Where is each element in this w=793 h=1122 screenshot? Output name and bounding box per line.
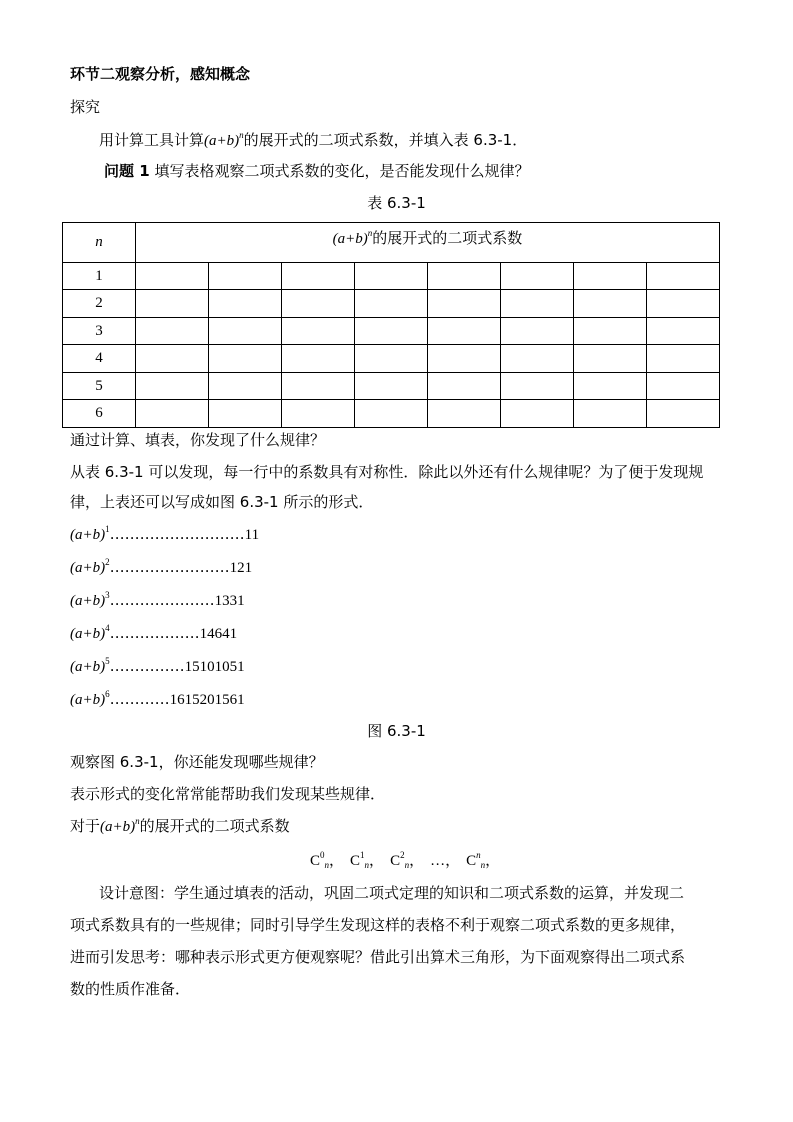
binom-term: $C^n_n$， <box>466 850 501 870</box>
table-cell[interactable] <box>209 372 282 400</box>
table-row <box>63 317 720 345</box>
table-cell[interactable] <box>428 262 501 290</box>
section-title: 环节二观察分析，感知概念 <box>70 65 251 83</box>
table-cell[interactable] <box>501 317 574 345</box>
after-table-question: 通过计算、填表，你发现了什么规律？ <box>70 431 326 449</box>
table-cell[interactable] <box>355 262 428 290</box>
table-cell[interactable] <box>209 262 282 290</box>
table-cell[interactable] <box>282 345 355 373</box>
table-cell[interactable] <box>647 290 720 318</box>
binom-ellipsis: …， <box>430 853 461 869</box>
table-cell[interactable] <box>282 372 355 400</box>
table-cell[interactable] <box>501 345 574 373</box>
table-cell[interactable] <box>282 290 355 318</box>
observe-line: 观察图 6.3-1，你还能发现哪些规律？ <box>70 753 324 771</box>
table-cell[interactable] <box>282 317 355 345</box>
table-header-row <box>63 223 720 263</box>
table-cell[interactable] <box>574 262 647 290</box>
binom-term: $C^1_n$， <box>350 850 385 870</box>
table-cell[interactable] <box>428 372 501 400</box>
binom-term: $C^0_n$， <box>310 850 345 870</box>
intro-exp: n <box>239 130 244 140</box>
table-cell[interactable] <box>355 345 428 373</box>
row-label: 3 <box>63 317 136 345</box>
table-cell[interactable] <box>574 372 647 400</box>
form-line: 表示形式的变化常常能帮助我们发现某些规律． <box>70 785 386 803</box>
table-cell[interactable] <box>282 400 355 428</box>
table-cell[interactable] <box>355 290 428 318</box>
table-cell[interactable] <box>501 290 574 318</box>
table-cell[interactable] <box>136 262 209 290</box>
table-cell[interactable] <box>355 400 428 428</box>
figure-caption: 图 6.3-1 <box>367 722 426 740</box>
table-cell[interactable] <box>428 317 501 345</box>
table-cell[interactable] <box>501 372 574 400</box>
table-cell[interactable] <box>647 372 720 400</box>
table-cell[interactable] <box>574 345 647 373</box>
table-cell[interactable] <box>501 400 574 428</box>
table-cell[interactable] <box>574 400 647 428</box>
power-line: $(a+b)^5\dots\dots\dots\dots\dots 15101051$ <box>70 656 245 675</box>
table-cell[interactable] <box>282 262 355 290</box>
table-row <box>63 290 720 318</box>
table-cell[interactable] <box>428 345 501 373</box>
table-cell[interactable] <box>574 290 647 318</box>
table-cell[interactable] <box>355 317 428 345</box>
question-1 <box>104 161 529 181</box>
design-intent-line: 设计意图：学生通过填表的活动，巩固二项式定理的知识和二项式系数的运算，并发现二 <box>99 884 685 902</box>
table-cell[interactable] <box>574 317 647 345</box>
coefficient-table <box>62 222 720 428</box>
table-cell[interactable] <box>501 262 574 290</box>
power-line: $(a+b)^1\dots\dots\dots\dots\dots\dots\dots\dots\dots 11$ <box>70 524 260 543</box>
power-line: $(a+b)^4\dots\dots\dots\dots\dots\dots 14641$ <box>70 623 238 642</box>
intro-after: 的展开式的二项式系数，并填入表 6.3-1． <box>243 131 528 149</box>
table-cell[interactable] <box>428 290 501 318</box>
paragraph-line: 从表 6.3-1 可以发现，每一行中的系数具有对称性．除此以外还有什么规律呢？为了便于发现规 <box>70 463 704 481</box>
table-cell[interactable] <box>647 317 720 345</box>
table-cell[interactable] <box>136 372 209 400</box>
row-label: 1 <box>63 262 136 290</box>
intro-before: 用计算工具计算 <box>99 131 205 149</box>
table-cell[interactable] <box>428 400 501 428</box>
table-cell[interactable] <box>136 345 209 373</box>
table-cell[interactable] <box>647 262 720 290</box>
table-header-n: n <box>63 223 136 263</box>
table-row <box>63 372 720 400</box>
row-label: 5 <box>63 372 136 400</box>
power-line: $(a+b)^3\dots\dots\dots\dots\dots\dots\dots 1331$ <box>70 590 245 609</box>
table-row <box>63 262 720 290</box>
table-cell[interactable] <box>209 317 282 345</box>
question-1-label: 问题 1 <box>104 162 150 180</box>
table-cell[interactable] <box>136 317 209 345</box>
table-cell[interactable] <box>209 345 282 373</box>
binom-term: $C^2_n$， <box>390 850 425 870</box>
power-line: $(a+b)^2\dots\dots\dots\dots\dots\dots\dots\dots 121$ <box>70 557 253 576</box>
paragraph-line: 律，上表还可以写成如图 6.3-1 所示的形式． <box>70 493 374 511</box>
design-intent-line: 项式系数具有的一些规律；同时引导学生发现这样的表格不利于观察二项式系数的更多规律， <box>70 916 686 934</box>
table-cell[interactable] <box>136 290 209 318</box>
design-intent-line: 数的性质作准备． <box>70 980 191 998</box>
row-label: 4 <box>63 345 136 373</box>
table-cell[interactable] <box>647 345 720 373</box>
table-cell[interactable] <box>209 290 282 318</box>
intro-expr: (a+b) <box>204 133 240 149</box>
table-cell[interactable] <box>647 400 720 428</box>
intro-paragraph <box>99 130 527 151</box>
table-caption: 表 6.3-1 <box>367 194 426 212</box>
row-label: 6 <box>63 400 136 428</box>
table-row <box>63 345 720 373</box>
table-cell[interactable] <box>209 400 282 428</box>
explore-label: 探究 <box>70 98 101 116</box>
power-line: $(a+b)^6\dots\dots\dots\dots 1615201561$ <box>70 689 245 708</box>
for-line: 对于$(a+b)^n$的展开式的二项式系数 <box>70 816 290 835</box>
question-1-text: 填写表格观察二项式系数的变化，是否能发现什么规律？ <box>149 162 530 180</box>
binomial-coefficients <box>310 850 506 875</box>
row-label: 2 <box>63 290 136 318</box>
table-header-coefficients: $(a+b)^n$的展开式的二项式系数 <box>136 223 720 263</box>
table-row <box>63 400 720 428</box>
design-intent-line: 进而引发思考：哪种表示形式更方便观察呢？借此引出算术三角形，为下面观察得出二项式系 <box>70 948 686 966</box>
table-cell[interactable] <box>136 400 209 428</box>
table-cell[interactable] <box>355 372 428 400</box>
